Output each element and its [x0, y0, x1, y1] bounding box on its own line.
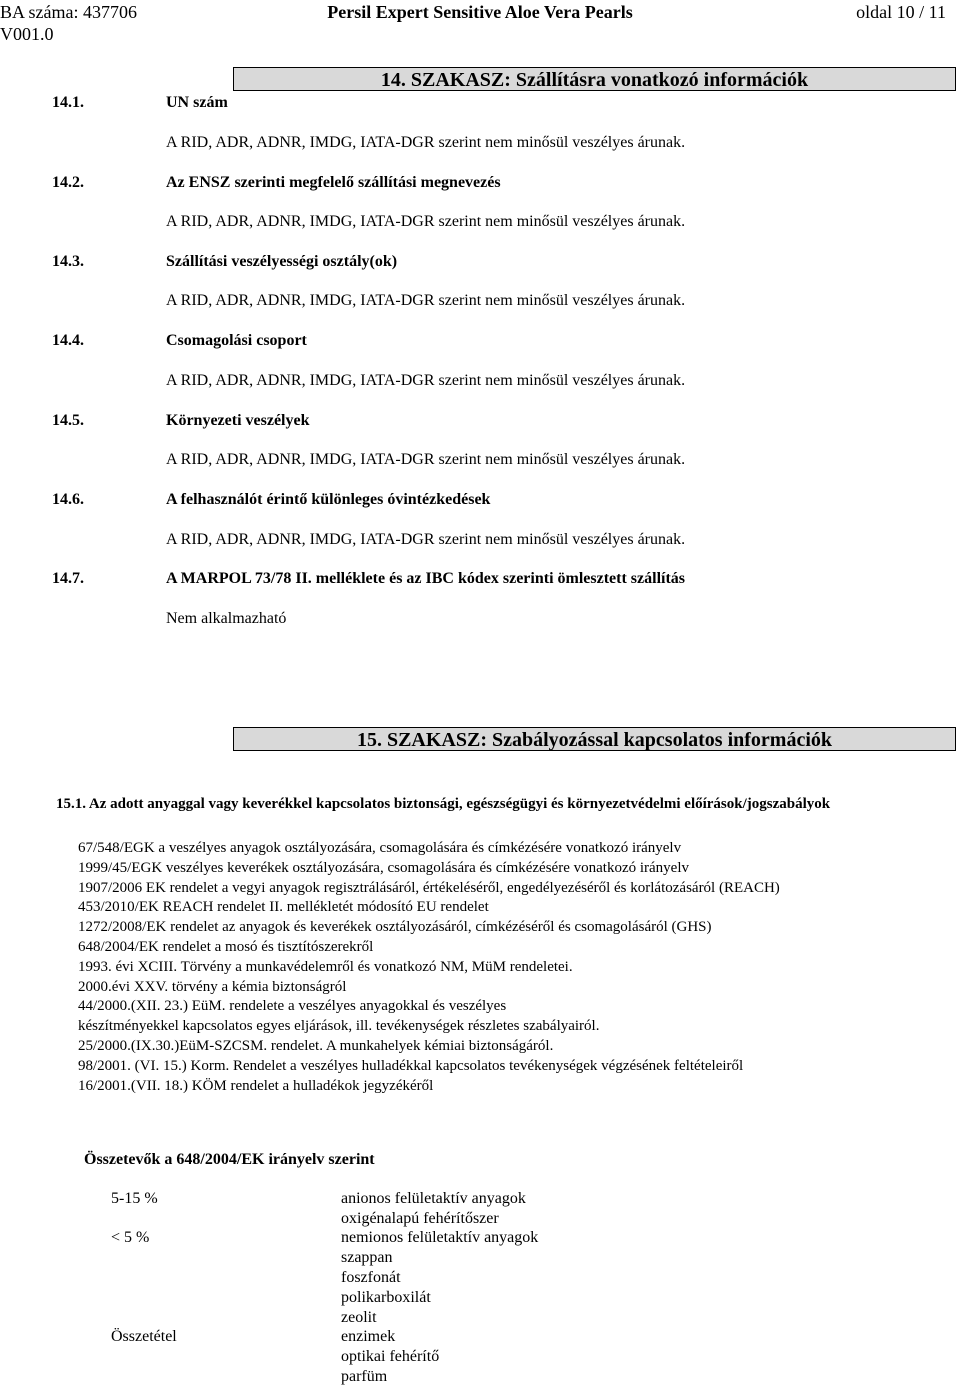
subsection-text: A RID, ADR, ADNR, IMDG, IATA-DGR szerint nem minősül veszélyes árunak. — [166, 292, 686, 309]
ingredient-name: parfüm — [341, 1368, 388, 1385]
regulation-line: 16/2001.(VII. 18.) KÖM rendelet a hulladékok jegyzékéről — [78, 1077, 434, 1094]
regulation-line: 1272/2008/EK rendelet az anyagok és keverékek osztályozásáról, címkézéséről és csomagolásáról (GHS) — [78, 919, 712, 936]
regulation-line: 25/2000.(IX.30.)EüM-SZCSM. rendelet. A munkahelyek kémiai biztonságáról. — [78, 1037, 554, 1054]
regulation-line: 1907/2006 EK rendelet a vegyi anyagok regisztrálásáról, értékeléséről, engedélyezéséről és korlátozásáról (REACH) — [78, 879, 780, 896]
subsection-title: A felhasználót érintő különleges óvintézkedések — [166, 491, 491, 508]
ingredient-name: foszfonát — [341, 1269, 401, 1286]
subsection-text: A RID, ADR, ADNR, IMDG, IATA-DGR szerint nem minősül veszélyes árunak. — [166, 451, 686, 468]
subsection-title: A MARPOL 73/78 II. melléklete és az IBC kódex szerinti ömlesztett szállítás — [166, 570, 686, 587]
subsection-text: A RID, ADR, ADNR, IMDG, IATA-DGR szerint nem minősül veszélyes árunak. — [166, 531, 686, 548]
regulation-line: 98/2001. (VI. 15.) Korm. Rendelet a veszélyes hulladékkal kapcsolatos tevékenységek végzésének feltételeiről — [78, 1057, 744, 1074]
subsection-number: 14.7. — [52, 570, 84, 587]
section-14-header — [233, 67, 956, 91]
ingredient-range: Összetétel — [111, 1328, 177, 1345]
subsection-title: Az ENSZ szerinti megfelelő szállítási megnevezés — [166, 174, 501, 191]
section-15-title: 15. SZAKASZ: Szabályozással kapcsolatos információk — [356, 729, 833, 751]
ingredients-title: Összetevők a 648/2004/EK irányelv szerint — [84, 1151, 375, 1168]
page-number: oldal 10 / 11 — [856, 2, 946, 22]
section-15-header — [233, 727, 956, 751]
subsection-title: Szállítási veszélyességi osztály(ok) — [166, 253, 398, 270]
regulation-line: 648/2004/EK rendelet a mosó és tisztítószerekről — [78, 938, 374, 955]
product-name: Persil Expert Sensitive Aloe Vera Pearls — [327, 2, 633, 22]
regulation-line: 453/2010/EK REACH rendelet II. mellékletét módosító EU rendelet — [78, 899, 489, 916]
subsection-title: Csomagolási csoport — [166, 332, 307, 349]
ingredient-name: szappan — [341, 1249, 393, 1266]
subsection-number: 14.1. — [52, 94, 84, 111]
regulation-line: 2000.évi XXV. törvény a kémia biztonságról — [78, 978, 347, 995]
subsection-text: Nem alkalmazható — [166, 610, 287, 627]
ingredient-name: nemionos felületaktív anyagok — [341, 1229, 539, 1246]
subsection-title: UN szám — [166, 94, 228, 111]
subsection-title: Környezeti veszélyek — [166, 412, 310, 429]
document-version: V001.0 — [0, 24, 54, 44]
regulation-line: 1993. évi XCIII. Törvény a munkavédelemről és vonatkozó NM, MüM rendeletei. — [78, 958, 573, 975]
regulation-line: 67/548/EGK a veszélyes anyagok osztályozására, csomagolására és címkézésére vonatkozó irányelv — [78, 840, 682, 856]
section-14-title: 14. SZAKASZ: Szállításra vonatkozó információk — [380, 69, 809, 91]
subsection-text: A RID, ADR, ADNR, IMDG, IATA-DGR szerint nem minősül veszélyes árunak. — [166, 134, 686, 151]
regulation-line: 44/2000.(XII. 23.) EüM. rendelete a veszélyes anyagokkal és veszélyes — [78, 998, 507, 1015]
subsection-text: A RID, ADR, ADNR, IMDG, IATA-DGR szerint nem minősül veszélyes árunak. — [166, 372, 686, 389]
ingredient-range: < 5 % — [111, 1229, 150, 1246]
ingredient-range: 5-15 % — [111, 1190, 158, 1207]
regulations-list — [78, 839, 780, 1096]
document-id: BA száma: 437706 — [0, 2, 137, 22]
subsection-number: 14.3. — [52, 253, 84, 270]
subsection-number: 14.2. — [52, 174, 84, 191]
regulation-line: 1999/45/EGK veszélyes keverékek osztályozására, csomagolására és címkézésére vonatkozó irányelv — [78, 859, 689, 876]
regulation-line: készítményekkel kapcsolatos egyes eljárások, ill. tevékenységek részletes szabályairól. — [78, 1018, 600, 1035]
subsection-number: 14.5. — [52, 412, 84, 429]
subsection-number: 14.4. — [52, 332, 84, 349]
subsection-number: 14.6. — [52, 491, 84, 508]
ingredient-name: polikarboxilát — [341, 1289, 431, 1306]
ingredient-name: optikai fehérítő — [341, 1348, 440, 1365]
ingredient-name: oxigénalapú fehérítőszer — [341, 1210, 499, 1227]
subsection-15-1-title: 15.1. Az adott anyaggal vagy keverékkel kapcsolatos biztonsági, egészségügyi és környezetvédelmi előírások/jogszabályok — [56, 796, 831, 812]
ingredient-name: enzimek — [341, 1328, 396, 1345]
ingredient-name: anionos felületaktív anyagok — [341, 1190, 526, 1207]
subsection-text: A RID, ADR, ADNR, IMDG, IATA-DGR szerint nem minősül veszélyes árunak. — [166, 213, 686, 230]
ingredient-name: zeolit — [341, 1309, 377, 1326]
